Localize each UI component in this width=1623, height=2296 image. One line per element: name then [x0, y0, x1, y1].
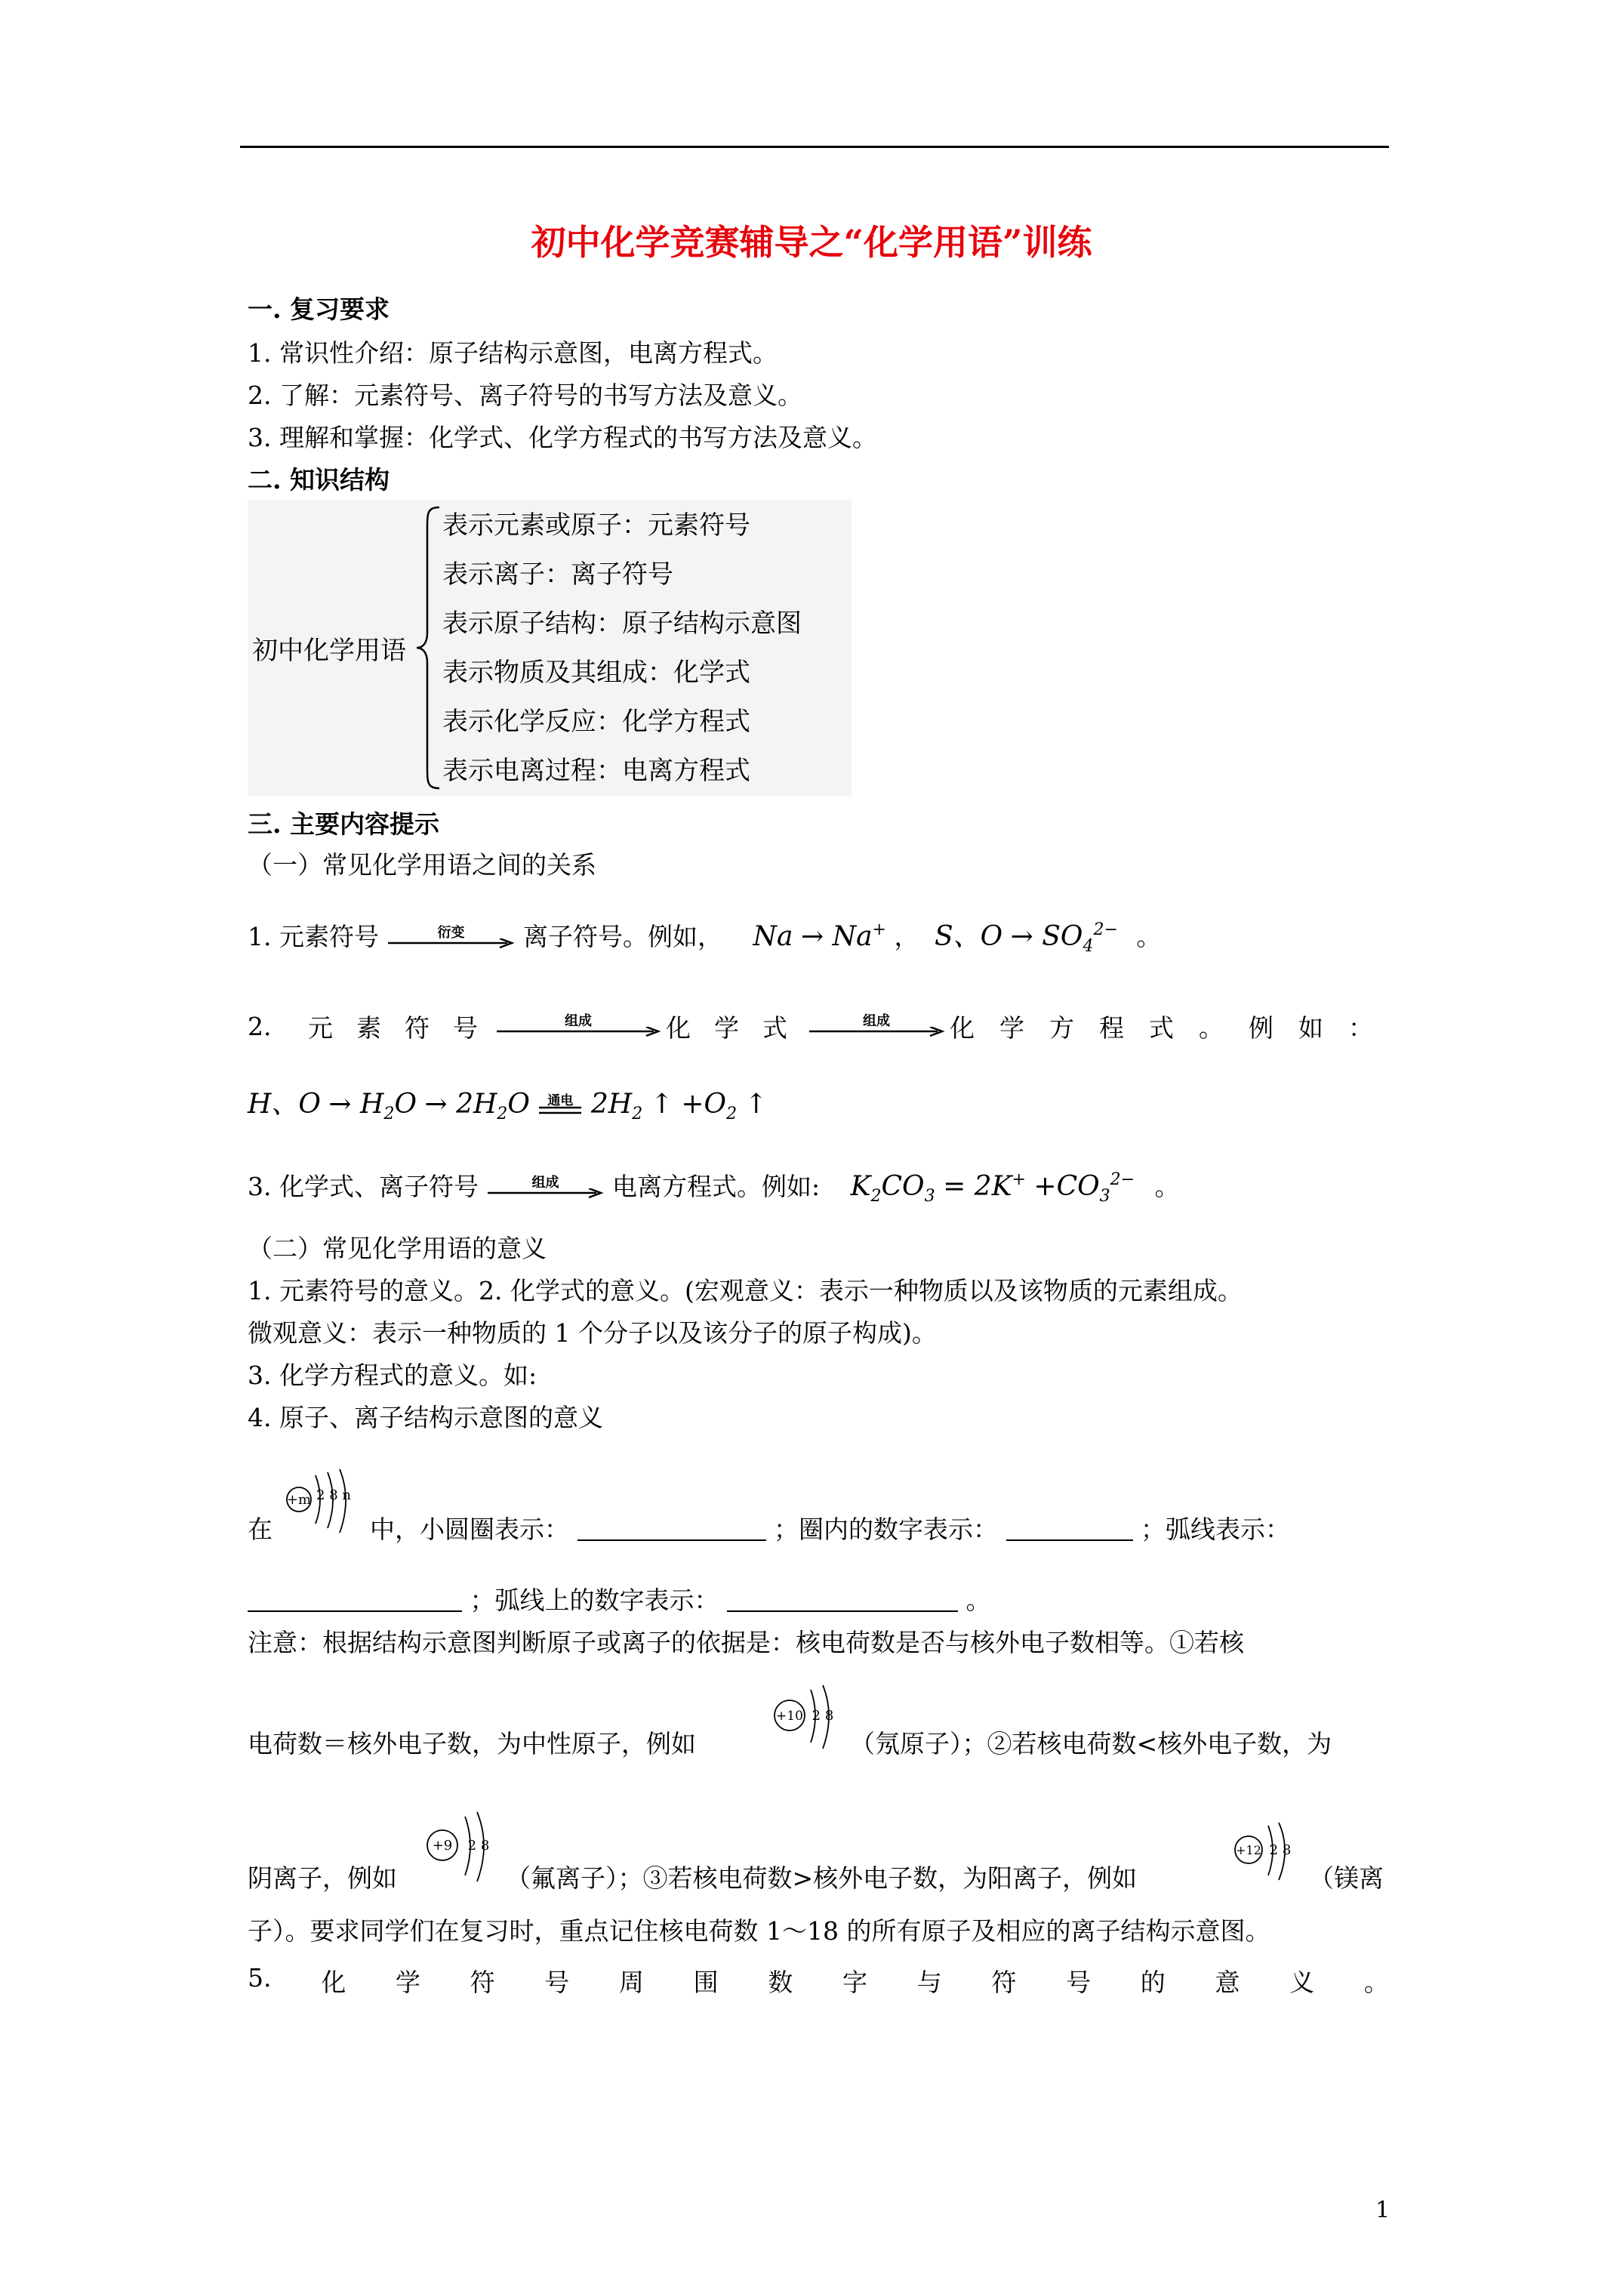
meaning-5-char: 化: [321, 1968, 346, 1997]
blank-circle[interactable]: [577, 1517, 766, 1541]
header-rule: [240, 146, 1389, 148]
diagram-root-label: 初中化学用语: [252, 636, 406, 666]
meaning-5-char: 义: [1289, 1968, 1315, 1997]
relation-2-char: 元: [308, 1013, 333, 1043]
meaning-5-char: 符: [991, 1968, 1017, 1997]
eq-2k: = 2K: [943, 1171, 1012, 1202]
shell-electrons: 2 8: [1269, 1842, 1292, 1858]
eq-k-subscript: 2: [870, 1187, 882, 1206]
note-line-2b: （氖原子）；②若核电荷数<核外电子数，为: [850, 1729, 1332, 1758]
gas-arrow-icon: ↑: [744, 1089, 768, 1120]
meaning-5-char: 号: [1066, 1968, 1092, 1997]
eq-k-charge: +: [1012, 1170, 1026, 1189]
compose-arrow: [486, 1175, 604, 1202]
knowledge-structure-diagram: [248, 500, 852, 796]
subheading-meanings: （二）常见化学用语的意义: [248, 1234, 547, 1263]
relation-3-end: 。: [1154, 1172, 1180, 1201]
compose-arrow-label: 组成: [863, 1012, 890, 1029]
note-line-3a: 阴离子，例如: [248, 1863, 397, 1893]
compose-arrow: [808, 1013, 945, 1040]
q-end: 。: [965, 1586, 991, 1615]
relation-2-char: 号: [453, 1013, 478, 1043]
example-na-ion: Na: [832, 921, 873, 952]
section-heading-structure: 二. 知识结构: [248, 465, 390, 495]
brace-icon: [415, 506, 442, 790]
eq-water: H: [360, 1089, 384, 1120]
eq-2water-o: O: [507, 1089, 530, 1120]
arrow-icon: [808, 1027, 945, 1037]
eq-co3: CO: [881, 1171, 925, 1202]
eq-reactants: H、O: [248, 1089, 321, 1120]
shell-electrons: 2 8: [467, 1838, 490, 1854]
diagram-branch-formula: 表示物质及其组成：化学式: [442, 658, 750, 688]
eq-oxygen: +O: [681, 1089, 727, 1120]
arrow-icon: →: [800, 921, 833, 952]
eq-carbonate: +CO: [1033, 1171, 1100, 1202]
shell-electrons: 2 8: [812, 1708, 834, 1724]
q-prefix: 在: [248, 1515, 273, 1544]
relation-2-char: 程: [1099, 1013, 1124, 1043]
derive-arrow-label: 衍变: [437, 925, 465, 941]
water-equation: H、$O \to H_2O \to 2H_2O$ 通电 $2H_2$ ↑ $+O_2$ ↑: [248, 1089, 768, 1123]
eq-water-o: O: [394, 1089, 417, 1120]
review-item-3: 3. 理解和掌握：化学式、化学方程式的书写方法及意义。: [248, 423, 877, 452]
relation-2-char: 式: [762, 1013, 787, 1043]
q-number-label: ；圈内的数字表示：: [774, 1515, 998, 1544]
separator-comma: ，: [894, 922, 919, 951]
eq-carbonate-subscript: 3: [1099, 1187, 1110, 1206]
example-na: Na: [753, 921, 793, 952]
note-line-3b: （氟离子）；③若核电荷数>核外电子数，为阳离子，例如: [506, 1863, 1138, 1893]
relation-2-char: 。: [1199, 1013, 1224, 1043]
nucleus-label: +9: [432, 1838, 453, 1854]
meaning-3: 3. 化学方程式的意义。如:: [248, 1361, 537, 1390]
shell-electrons: 2 8 n: [316, 1487, 351, 1503]
eq-carbonate-charge: 2−: [1110, 1170, 1135, 1189]
arrow-icon: [387, 938, 515, 949]
relation-2-char: ：: [1348, 1013, 1373, 1043]
relation-2-char: 例: [1249, 1013, 1273, 1043]
note-line-4: 子）。要求同学们在复习时，重点记住核电荷数 1～18 的所有原子及相应的离子结构示意图。: [248, 1916, 1270, 1946]
blank-arc-number[interactable]: [727, 1588, 958, 1612]
meaning-5-char: 围: [693, 1968, 719, 1997]
eq-co3-subscript: 3: [924, 1187, 935, 1206]
compose-arrow: [495, 1013, 661, 1040]
nucleus-label: +10: [776, 1709, 803, 1724]
relation-2-char: 化: [950, 1013, 975, 1043]
page-title: 初中化学竞赛辅导之“化学用语”训练: [531, 222, 1092, 263]
blank-arc[interactable]: [248, 1588, 462, 1612]
electrolysis-sign: [537, 1091, 583, 1121]
eq-k: K: [850, 1171, 871, 1202]
meaning-5-char: 号: [544, 1968, 570, 1997]
derive-arrow: [387, 925, 515, 952]
relation-3-prefix: 3. 化学式、离子符号: [248, 1172, 479, 1201]
na-charge: +: [872, 920, 886, 939]
note-line-1: 注意：根据结构示意图判断原子或离子的依据是：核电荷数是否与核外电子数相等。①若核: [248, 1628, 1244, 1657]
meaning-5-char: 。: [1363, 1968, 1389, 1997]
sulfate-charge: 2−: [1093, 920, 1118, 939]
relation-2-char: 化: [666, 1013, 691, 1043]
meaning-1-cont: 微观意义：表示一种物质的 1 个分子以及该分子的原子构成)。: [248, 1318, 937, 1348]
relation-row-2: [248, 1009, 1380, 1044]
atomic-structure-diagram: [278, 1468, 370, 1543]
review-item-1: 1. 常识性介绍：原子结构示意图，电离方程式。: [248, 338, 778, 368]
nucleus-label: +12: [1236, 1843, 1261, 1857]
meaning-5-char: 符: [470, 1968, 495, 1997]
arrow-icon: [495, 1027, 661, 1037]
relation-row-1: [248, 915, 1161, 956]
magnesium-structure-diagram: [1230, 1820, 1304, 1889]
gas-arrow-icon: ↑: [650, 1089, 673, 1120]
q-arc-label: ；弧线表示：: [1141, 1515, 1290, 1544]
q-arc-number-label: ；弧线上的数字表示：: [470, 1586, 719, 1615]
relation-2-char: 学: [714, 1013, 739, 1043]
relation-2-char: 2.: [248, 1012, 272, 1041]
relation-2-char: 学: [999, 1013, 1024, 1043]
relation-1-prefix: 1. 元素符号: [248, 922, 379, 951]
compose-arrow-label: 组成: [531, 1175, 559, 1191]
neon-structure-diagram: [764, 1682, 848, 1758]
meaning-5-char: 的: [1140, 1968, 1166, 1997]
meaning-5-char: 与: [916, 1968, 942, 1997]
eq-2water: 2H: [456, 1089, 497, 1120]
meaning-5-char: 周: [618, 1968, 644, 1997]
relation-2-char: 素: [356, 1013, 381, 1043]
relation-2-char: 方: [1049, 1013, 1074, 1043]
diagram-branch-ionization: 表示电离过程：电离方程式: [442, 756, 750, 786]
page-number: 1: [1375, 2197, 1390, 2224]
example-sulfate: SO: [1042, 921, 1083, 952]
q-blanks-row: [370, 1510, 1290, 1546]
meaning-5-char: 学: [395, 1968, 420, 1997]
relation-row-3: [248, 1167, 1180, 1206]
example-s-o: S、O: [934, 921, 1003, 952]
note-line-2a: 电荷数＝核外电子数，为中性原子，例如: [248, 1729, 696, 1758]
relation-1-mid: 离子符号。例如，: [522, 922, 722, 951]
meaning-1: 1. 元素符号的意义。2. 化学式的意义。(宏观意义：表示一种物质以及该物质的元素组成。: [248, 1276, 1243, 1305]
nucleus-label: +m: [286, 1492, 312, 1508]
diagram-branch-equation: 表示化学反应：化学方程式: [442, 707, 750, 737]
note-line-3c: （镁离: [1309, 1863, 1384, 1893]
meaning-5-char: 字: [842, 1968, 867, 1997]
meaning-5-char: 数: [768, 1968, 793, 1997]
blank-number[interactable]: [1006, 1517, 1133, 1541]
subheading-relations: （一）常见化学用语之间的关系: [248, 850, 596, 880]
diagram-branch-atomic-structure: 表示原子结构：原子结构示意图: [442, 609, 802, 639]
meaning-5-char: 5.: [248, 1963, 272, 1992]
relation-1-end: 。: [1136, 922, 1162, 951]
relation-2-char: 式: [1149, 1013, 1174, 1043]
meaning-5-char: 意: [1215, 1968, 1240, 1997]
compose-arrow-label: 组成: [565, 1012, 592, 1029]
arrow-icon: →: [1010, 921, 1042, 952]
meaning-4: 4. 原子、离子结构示意图的意义: [248, 1403, 603, 1432]
equals-icon: [537, 1106, 583, 1115]
diagram-branch-element: 表示元素或原子：元素符号: [442, 510, 750, 541]
fluoride-structure-diagram: [417, 1809, 506, 1892]
review-item-2: 2. 了解：元素符号、离子符号的书写方法及意义。: [248, 381, 802, 410]
arrow-icon: →: [328, 1089, 361, 1120]
relation-3-mid: 电离方程式。例如:: [611, 1172, 821, 1201]
meaning-5-row: [248, 1963, 1389, 1999]
diagram-branch-ion: 表示离子：离子符号: [442, 559, 673, 590]
q-circle-label: 中，小圆圈表示：: [370, 1515, 569, 1544]
relation-2-char: 符: [405, 1013, 430, 1043]
relation-2-char: 如: [1298, 1013, 1323, 1043]
section-heading-review: 一. 复习要求: [248, 294, 390, 324]
electrolysis-condition: 通电: [547, 1093, 574, 1108]
eq-hydrogen: 2H: [590, 1089, 633, 1120]
q-blanks-row-2: [248, 1581, 991, 1616]
arrow-icon: [486, 1188, 604, 1199]
sulfate-subscript: 4: [1083, 937, 1094, 956]
section-heading-content: 三. 主要内容提示: [248, 809, 439, 839]
arrow-icon: →: [424, 1089, 457, 1120]
